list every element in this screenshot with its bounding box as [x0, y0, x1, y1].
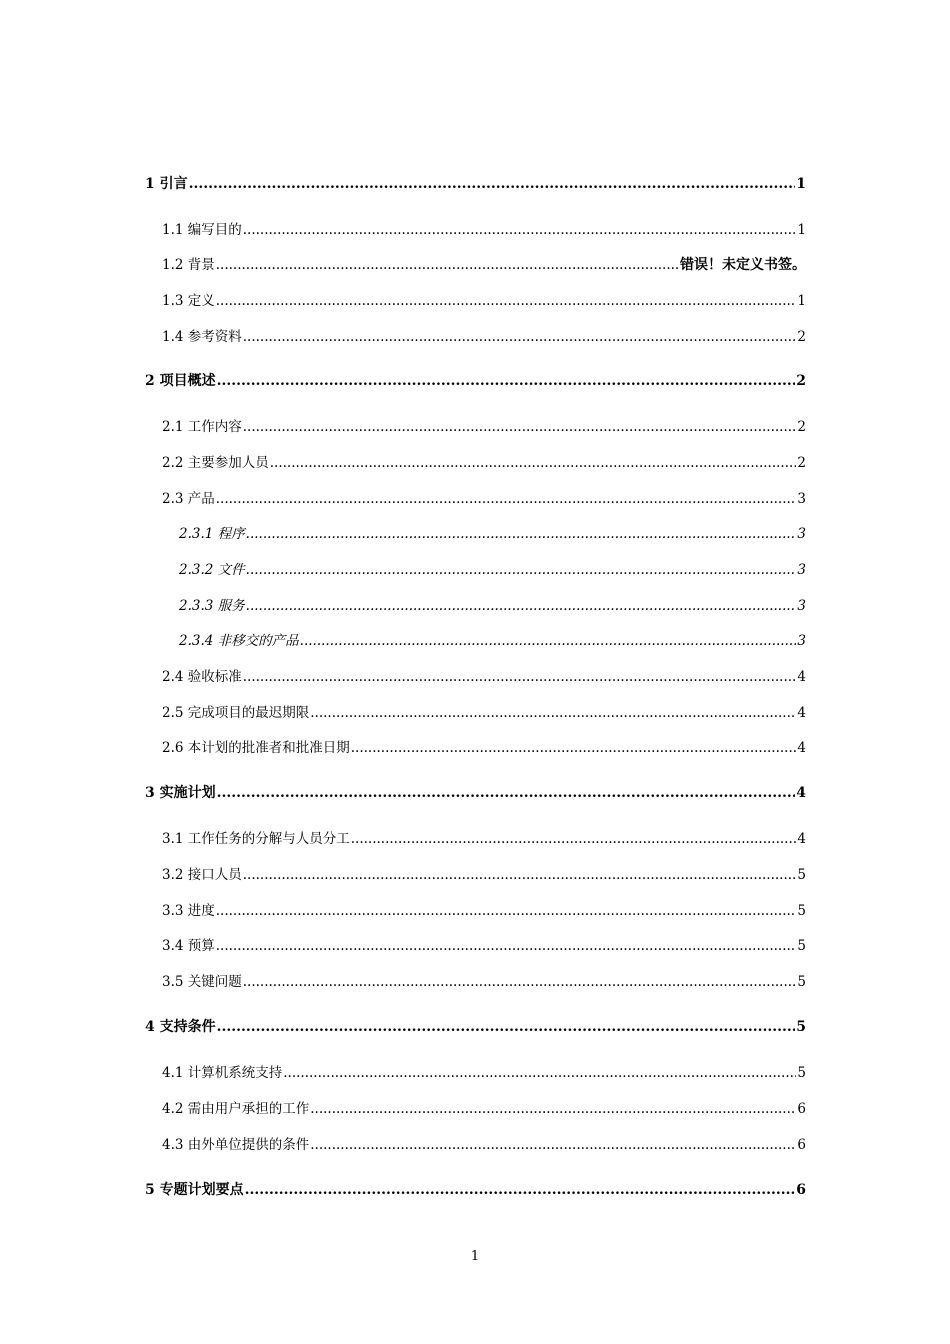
toc-entry[interactable] [145, 173, 806, 193]
toc-label: 4.1 计算机系统支持 [162, 1065, 283, 1081]
toc-label: 4.3 由外单位提供的条件 [162, 1137, 310, 1153]
toc-entry[interactable] [179, 522, 806, 542]
page-footer-number: 1 [470, 1249, 480, 1264]
dot-leader [310, 705, 796, 721]
toc-entry[interactable] [145, 782, 806, 802]
toc-entry[interactable] [145, 370, 806, 390]
dot-leader [246, 526, 797, 542]
dot-leader [216, 293, 797, 309]
toc-entry[interactable] [162, 1133, 806, 1153]
dot-leader [217, 373, 796, 389]
toc-page: 6 [797, 1101, 806, 1117]
toc-label: 3.5 关键问题 [162, 974, 242, 990]
toc-page: 3 [797, 598, 806, 614]
toc-entry[interactable] [162, 289, 806, 309]
dot-leader [243, 329, 797, 345]
toc-page: 5 [797, 903, 806, 919]
toc-entry[interactable] [162, 899, 806, 919]
dot-leader [216, 257, 679, 273]
toc-label: 2.1 工作内容 [162, 419, 242, 435]
toc-label: 2.3.1 程序 [179, 526, 245, 542]
dot-leader [246, 598, 797, 614]
toc-entry[interactable] [162, 451, 806, 471]
toc-entry[interactable] [162, 218, 806, 238]
dot-leader [310, 1137, 796, 1153]
dot-leader [310, 1101, 796, 1117]
toc-label: 1.4 参考资料 [162, 329, 242, 345]
dot-leader [300, 633, 797, 649]
dot-leader [216, 491, 797, 507]
toc-entry[interactable] [162, 325, 806, 345]
toc-entry[interactable] [162, 701, 806, 721]
toc-label: 1.2 背景 [162, 257, 215, 273]
toc-label: 2.3.2 文件 [179, 562, 245, 578]
dot-leader [270, 455, 797, 471]
toc-label: 3.3 进度 [162, 903, 215, 919]
dot-leader [217, 785, 796, 801]
toc-label: 3.1 工作任务的分解与人员分工 [162, 831, 350, 847]
toc-page: 6 [796, 1182, 806, 1198]
toc-label: 2.5 完成项目的最迟期限 [162, 705, 310, 721]
toc-label: 4 支持条件 [145, 1019, 216, 1035]
toc-label: 5 专题计划要点 [145, 1182, 244, 1198]
dot-leader [245, 1182, 796, 1198]
toc-entry[interactable] [179, 558, 806, 578]
toc-label: 2.4 验收标准 [162, 669, 242, 685]
toc-entry[interactable] [162, 665, 806, 685]
toc-page: 4 [797, 740, 806, 756]
toc-label: 2.3.3 服务 [179, 598, 245, 614]
toc-label: 3.4 预算 [162, 938, 215, 954]
toc-page: 5 [796, 1019, 806, 1035]
toc-page: 5 [797, 867, 806, 883]
toc-page: 3 [797, 491, 806, 507]
dot-leader [351, 740, 797, 756]
dot-leader [246, 562, 797, 578]
toc-label: 2.6 本计划的批准者和批准日期 [162, 740, 350, 756]
toc-page: 3 [797, 562, 806, 578]
toc-label: 2 项目概述 [145, 373, 216, 389]
toc-page: 5 [797, 1065, 806, 1081]
toc-entry[interactable] [162, 970, 806, 990]
dot-leader [243, 669, 797, 685]
toc-page: 4 [797, 669, 806, 685]
toc-entry[interactable] [162, 934, 806, 954]
toc-page: 2 [797, 455, 806, 471]
dot-leader [283, 1065, 796, 1081]
toc-page: 4 [797, 705, 806, 721]
dot-leader [243, 867, 797, 883]
toc-entry[interactable] [145, 1016, 806, 1036]
toc-page: 2 [797, 329, 806, 345]
toc-page: 5 [797, 974, 806, 990]
dot-leader [216, 938, 797, 954]
toc-entry[interactable] [179, 594, 806, 614]
dot-leader [243, 419, 797, 435]
toc-label: 4.2 需由用户承担的工作 [162, 1101, 310, 1117]
dot-leader [243, 222, 797, 238]
toc-page: 1 [797, 222, 806, 238]
toc-page-error: 错误！未定义书签。 [680, 257, 806, 273]
toc-label: 1.1 编写目的 [162, 222, 242, 238]
toc-page: 1 [797, 293, 806, 309]
toc-page: 3 [797, 633, 806, 649]
toc-page: 5 [797, 938, 806, 954]
toc-page: 2 [797, 419, 806, 435]
dot-leader [217, 1019, 796, 1035]
toc-page: 3 [797, 526, 806, 542]
toc-label: 1.3 定义 [162, 293, 215, 309]
toc-entry[interactable] [162, 487, 806, 507]
dot-leader [351, 831, 797, 847]
toc-entry[interactable] [162, 253, 806, 274]
toc-page: 2 [796, 373, 806, 389]
toc-page: 6 [797, 1137, 806, 1153]
toc-page: 1 [796, 176, 806, 192]
toc-entry[interactable] [162, 415, 806, 435]
toc-entry[interactable] [162, 1097, 806, 1117]
toc-page: 4 [796, 785, 806, 801]
toc-label: 2.3.4 非移交的产品 [179, 633, 299, 649]
toc-entry[interactable] [162, 736, 806, 756]
toc-entry[interactable] [145, 1179, 806, 1199]
toc-label: 3.2 接口人员 [162, 867, 242, 883]
toc-label: 2.2 主要参加人员 [162, 455, 269, 471]
dot-leader [189, 176, 796, 192]
toc-entry[interactable] [162, 1061, 806, 1081]
toc-entry[interactable] [162, 863, 806, 883]
toc-label: 1 引言 [145, 176, 188, 192]
toc-page: 4 [797, 831, 806, 847]
toc-entry[interactable] [162, 827, 806, 847]
toc-entry[interactable] [179, 629, 806, 649]
toc-label: 3 实施计划 [145, 785, 216, 801]
toc-label: 2.3 产品 [162, 491, 215, 507]
dot-leader [216, 903, 797, 919]
dot-leader [243, 974, 797, 990]
